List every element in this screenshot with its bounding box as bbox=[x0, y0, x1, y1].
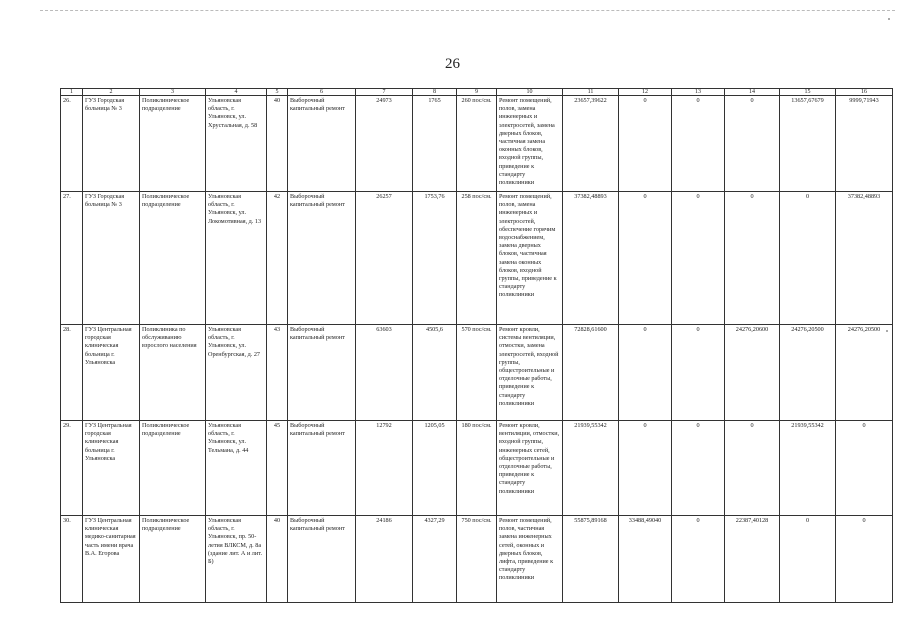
amount-cell: 21939,55342 bbox=[780, 421, 836, 516]
amount-cell: 22387,40128 bbox=[725, 516, 780, 603]
col-header: 3 bbox=[140, 89, 206, 96]
amount-cell: 0 bbox=[780, 516, 836, 603]
subdivision-cell: Поликлиническое подразделение bbox=[140, 516, 206, 603]
table-row bbox=[61, 96, 893, 192]
amount-cell: 0 bbox=[672, 96, 725, 192]
institution-cell: ГУЗ Городская больница № 3 bbox=[83, 96, 140, 192]
repair-type-cell: Выборочный капитальный ремонт bbox=[288, 421, 356, 516]
amount-cell: 72828,61600 bbox=[563, 325, 619, 421]
amount-cell: 23657,39622 bbox=[563, 96, 619, 192]
institution-cell: ГУЗ Центральная городская клиническая больница г. Ульяновска bbox=[83, 421, 140, 516]
capacity-cell: 260 пос/см. bbox=[457, 96, 497, 192]
amount-cell: 0 bbox=[619, 421, 672, 516]
row-index: 26. bbox=[61, 96, 83, 192]
scan-edge-line bbox=[40, 10, 895, 11]
col-header: 10 bbox=[497, 89, 563, 96]
col-header: 16 bbox=[836, 89, 893, 96]
table-row bbox=[61, 192, 893, 325]
amount-cell: 0 bbox=[672, 421, 725, 516]
repair-type-cell: Выборочный капитальный ремонт bbox=[288, 192, 356, 325]
amount-cell: 0 bbox=[619, 192, 672, 325]
number-cell: 40 bbox=[267, 516, 288, 603]
amount-cell: 24276,20500 bbox=[780, 325, 836, 421]
row-index: 27. bbox=[61, 192, 83, 325]
col-header: 7 bbox=[356, 89, 413, 96]
value-cell: 24186 bbox=[356, 516, 413, 603]
address-cell: Ульяновская область, г. Ульяновск, ул. Хрустальная, д. 58 bbox=[206, 96, 267, 192]
address-cell: Ульяновская область, г. Ульяновск, пр. 50-летия ВЛКСМ, д. 8а (здание лит. А и лит. Б) bbox=[206, 516, 267, 603]
capacity-cell: 258 пос/см. bbox=[457, 192, 497, 325]
amount-cell: 0 bbox=[836, 516, 893, 603]
amount-cell: 24276,20600 bbox=[725, 325, 780, 421]
institution-cell: ГУЗ Городская больница № 3 bbox=[83, 192, 140, 325]
row-index: 28. bbox=[61, 325, 83, 421]
number-cell: 40 bbox=[267, 96, 288, 192]
amount-cell: 13657,67679 bbox=[780, 96, 836, 192]
work-description-cell: Ремонт помещений, полов, частичная замена инженерных сетей, оконных и дверных блоков, лифта, приведение к стандарту поликлиники bbox=[497, 516, 563, 603]
capacity-cell: 750 пос/см. bbox=[457, 516, 497, 603]
value-cell: 1205,05 bbox=[413, 421, 457, 516]
col-header: 12 bbox=[619, 89, 672, 96]
col-header: 2 bbox=[83, 89, 140, 96]
capital-repair-table bbox=[60, 88, 893, 603]
amount-cell: 24276,20500 bbox=[836, 325, 893, 421]
address-cell: Ульяновская область, г. Ульяновск, ул. Оренбургская, д. 27 bbox=[206, 325, 267, 421]
address-cell: Ульяновская область, г. Ульяновск, ул. Локомотивная, д. 13 bbox=[206, 192, 267, 325]
scan-speck bbox=[888, 18, 890, 20]
table-row bbox=[61, 516, 893, 603]
page-number: 26 bbox=[445, 56, 460, 72]
value-cell: 1753,76 bbox=[413, 192, 457, 325]
col-header: 11 bbox=[563, 89, 619, 96]
col-header: 5 bbox=[267, 89, 288, 96]
value-cell: 4505,6 bbox=[413, 325, 457, 421]
table-row bbox=[61, 421, 893, 516]
subdivision-cell: Поликлиническое подразделение bbox=[140, 421, 206, 516]
institution-cell: ГУЗ Центральная клиническая медико-санитарная часть имени врача В.А. Егорова bbox=[83, 516, 140, 603]
amount-cell: 0 bbox=[619, 96, 672, 192]
row-index: 29. bbox=[61, 421, 83, 516]
amount-cell: 9999,71943 bbox=[836, 96, 893, 192]
col-header: 6 bbox=[288, 89, 356, 96]
row-index: 30. bbox=[61, 516, 83, 603]
value-cell: 63603 bbox=[356, 325, 413, 421]
number-cell: 43 bbox=[267, 325, 288, 421]
repair-type-cell: Выборочный капитальный ремонт bbox=[288, 96, 356, 192]
col-header: 13 bbox=[672, 89, 725, 96]
amount-cell: 0 bbox=[725, 96, 780, 192]
col-header: 14 bbox=[725, 89, 780, 96]
work-description-cell: Ремонт помещений, полов, замена инженерных и электросетей, замена дверных блоков, частичная замена оконных блоков, входной группы, приведение к стандарту поликлиники bbox=[497, 96, 563, 192]
col-header: 15 bbox=[780, 89, 836, 96]
value-cell: 4327,29 bbox=[413, 516, 457, 603]
work-description-cell: Ремонт помещений, полов, замена инженерных и электросетей, обеспечение горячим водоснабжением, замена дверных блоков, частичная замена оконных блоков, входной группы, приведение к стандарту поликлиники bbox=[497, 192, 563, 325]
subdivision-cell: Поликлиническое подразделение bbox=[140, 96, 206, 192]
amount-cell: 21939,55342 bbox=[563, 421, 619, 516]
amount-cell: 0 bbox=[619, 325, 672, 421]
amount-cell: 37382,48893 bbox=[563, 192, 619, 325]
column-number-row bbox=[61, 89, 893, 96]
amount-cell: 0 bbox=[725, 192, 780, 325]
number-cell: 42 bbox=[267, 192, 288, 325]
amount-cell: 0 bbox=[672, 192, 725, 325]
subdivision-cell: Поликлиника по обслуживанию взрослого населения bbox=[140, 325, 206, 421]
value-cell: 24973 bbox=[356, 96, 413, 192]
amount-cell: 37382,48893 bbox=[836, 192, 893, 325]
value-cell: 12792 bbox=[356, 421, 413, 516]
capacity-cell: 570 пос/см. bbox=[457, 325, 497, 421]
amount-cell: 0 bbox=[672, 516, 725, 603]
address-cell: Ульяновская область, г. Ульяновск, ул. Тельмана, д. 44 bbox=[206, 421, 267, 516]
table-row bbox=[61, 325, 893, 421]
amount-cell: 0 bbox=[725, 421, 780, 516]
value-cell: 1765 bbox=[413, 96, 457, 192]
col-header: 8 bbox=[413, 89, 457, 96]
repair-type-cell: Выборочный капитальный ремонт bbox=[288, 516, 356, 603]
work-description-cell: Ремонт кровли, вентиляции, отмостки, входной группы, инженерных сетей, общестроительные и отделочные работы, приведение к стандарту поликлиники bbox=[497, 421, 563, 516]
amount-cell: 0 bbox=[836, 421, 893, 516]
capacity-cell: 180 пос/см. bbox=[457, 421, 497, 516]
institution-cell: ГУЗ Центральная городская клиническая больница г. Ульяновска bbox=[83, 325, 140, 421]
col-header: 9 bbox=[457, 89, 497, 96]
repair-type-cell: Выборочный капитальный ремонт bbox=[288, 325, 356, 421]
col-header: 4 bbox=[206, 89, 267, 96]
col-header: 1 bbox=[61, 89, 83, 96]
amount-cell: 33488,49040 bbox=[619, 516, 672, 603]
amount-cell: 55875,89168 bbox=[563, 516, 619, 603]
amount-cell: 0 bbox=[780, 192, 836, 325]
subdivision-cell: Поликлиническое подразделение bbox=[140, 192, 206, 325]
value-cell: 26257 bbox=[356, 192, 413, 325]
amount-cell: 0 bbox=[672, 325, 725, 421]
number-cell: 45 bbox=[267, 421, 288, 516]
work-description-cell: Ремонт кровли, системы вентиляции, отмостки, замена электросетей, входной группы, общестроительные и отделочные работы, приведение к стандарту поликлиники bbox=[497, 325, 563, 421]
